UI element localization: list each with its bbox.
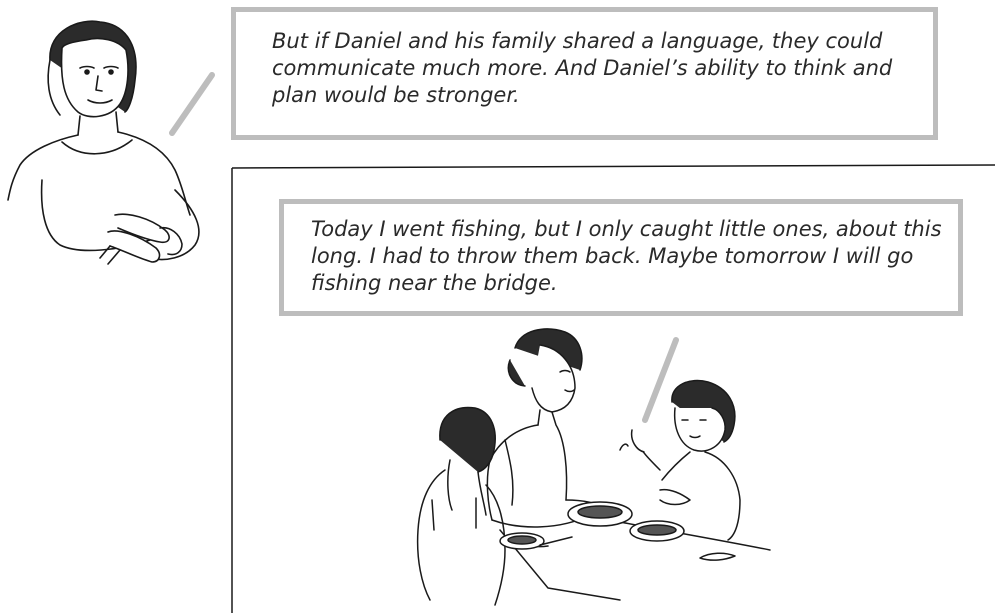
top-speech-bubble: [231, 7, 938, 140]
scene-frame-top: [232, 165, 995, 168]
top-bubble-pointer: [172, 75, 212, 133]
inner-bubble-pointer: [645, 340, 676, 420]
narrator-woman-figure: [8, 21, 199, 264]
boy-figure: [620, 381, 740, 540]
inner-speech-bubble: [279, 199, 963, 316]
mother-figure: [487, 329, 610, 527]
inner-speech-text: Today I went fishing, but I only caught little ones, about this long. I had to throw them back. Maybe tomorrow I will go fishing near the bridge.: [311, 217, 942, 295]
top-speech-text: But if Daniel and his family shared a language, they could communicate much more. And Daniel’s ability to think and plan would be stronger.: [272, 29, 893, 107]
table-and-bowls: [500, 502, 770, 600]
girl-figure: [418, 407, 548, 605]
